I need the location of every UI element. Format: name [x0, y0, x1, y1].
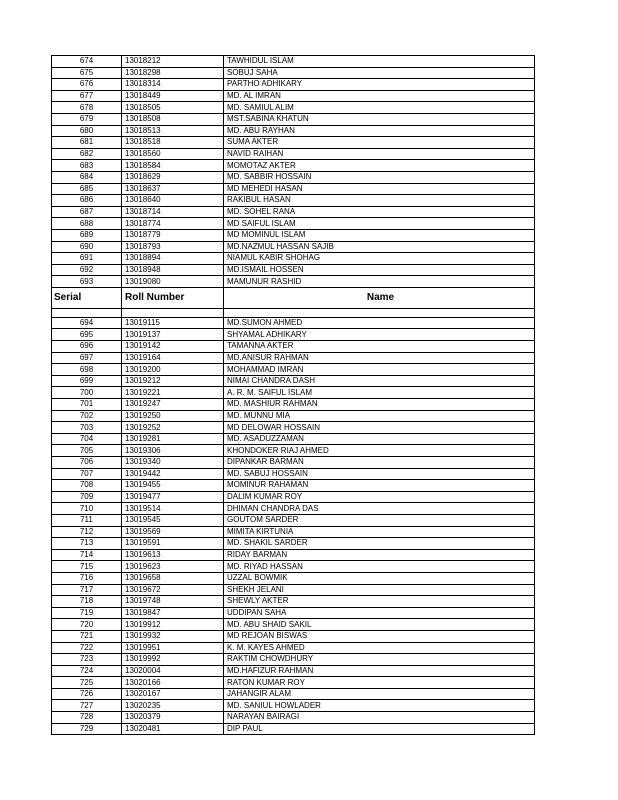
name-cell: MD. MASHIUR RAHMAN — [224, 399, 535, 411]
roll-number-cell: 13018298 — [122, 67, 224, 79]
name-cell: TAMANNA AKTER — [224, 341, 535, 353]
table-row — [52, 584, 535, 596]
roll-number-cell: 13018774 — [122, 218, 224, 230]
name-cell: MD DELOWAR HOSSAIN — [224, 422, 535, 434]
serial-cell: 726 — [52, 688, 122, 700]
serial-cell: 687 — [52, 206, 122, 218]
roll-number-cell: 13019115 — [122, 317, 224, 329]
serial-header: Serial — [52, 287, 122, 308]
name-header: Name — [224, 287, 535, 308]
name-cell: MD. ABU RAYHAN — [224, 125, 535, 137]
serial-cell: 704 — [52, 433, 122, 445]
roll-number-cell: 13018637 — [122, 183, 224, 195]
serial-cell: 691 — [52, 253, 122, 265]
name-cell: NARAYAN BAIRAGI — [224, 712, 535, 724]
name-cell: NIMAI CHANDRA DASH — [224, 375, 535, 387]
serial-cell: 686 — [52, 195, 122, 207]
table-row — [52, 90, 535, 102]
name-cell: MD.ISMAIL HOSSEN — [224, 264, 535, 276]
table-row — [52, 677, 535, 689]
roll-number-cell: 13018560 — [122, 148, 224, 160]
name-cell: MD. RIYAD HASSAN — [224, 561, 535, 573]
roll-number-cell: 13018508 — [122, 113, 224, 125]
roll-number-cell: 13019514 — [122, 503, 224, 515]
serial-cell: 682 — [52, 148, 122, 160]
table-row — [52, 364, 535, 376]
name-cell: MD MEHEDI HASAN — [224, 183, 535, 195]
name-cell: MD. SANIUL HOWLADER — [224, 700, 535, 712]
name-cell: SHYAMAL ADHIKARY — [224, 329, 535, 341]
name-cell: UDDIPAN SAHA — [224, 607, 535, 619]
name-cell: MOMOTAZ AKTER — [224, 160, 535, 172]
serial-cell: 705 — [52, 445, 122, 457]
table-row — [52, 642, 535, 654]
table-row — [52, 137, 535, 149]
serial-cell: 716 — [52, 572, 122, 584]
table-row — [52, 79, 535, 91]
roll-number-cell: 13018629 — [122, 171, 224, 183]
serial-cell: 710 — [52, 503, 122, 515]
name-cell: MD. SAMIUL ALIM — [224, 102, 535, 114]
name-cell: RAKTIM CHOWDHURY — [224, 654, 535, 666]
roll-number-cell: 13018518 — [122, 137, 224, 149]
table-row — [52, 712, 535, 724]
name-cell: MD. SABBIR HOSSAIN — [224, 171, 535, 183]
name-cell: NIAMUL KABIR SHOHAG — [224, 253, 535, 265]
table-row — [52, 688, 535, 700]
name-cell: MD.ANISUR RAHMAN — [224, 352, 535, 364]
roll-number-cell: 13019455 — [122, 480, 224, 492]
roll-number-cell: 13019569 — [122, 526, 224, 538]
serial-cell: 709 — [52, 491, 122, 503]
table-row — [52, 572, 535, 584]
name-cell: UZZAL BOWMIK — [224, 572, 535, 584]
roll-number-cell: 13019142 — [122, 341, 224, 353]
roll-number-cell: 13019306 — [122, 445, 224, 457]
table-row — [52, 491, 535, 503]
name-cell: SHEWLY AKTER — [224, 596, 535, 608]
roll-number-cell: 13019951 — [122, 642, 224, 654]
roll-number-cell: 13019658 — [122, 572, 224, 584]
spacer-cell — [224, 308, 535, 317]
serial-cell: 711 — [52, 514, 122, 526]
name-cell: MD MOMINUL ISLAM — [224, 229, 535, 241]
name-cell: KHONDOKER RIAJ AHMED — [224, 445, 535, 457]
serial-cell: 677 — [52, 90, 122, 102]
roll-number-cell: 13019748 — [122, 596, 224, 608]
table-row — [52, 113, 535, 125]
roll-number-cell: 13020167 — [122, 688, 224, 700]
serial-cell: 719 — [52, 607, 122, 619]
serial-cell: 699 — [52, 375, 122, 387]
name-cell: DIPANKAR BARMAN — [224, 457, 535, 469]
table-row — [52, 276, 535, 288]
table-row — [52, 387, 535, 399]
table-row — [52, 56, 535, 68]
spacer-cell — [122, 308, 224, 317]
roll-number-cell: 13020235 — [122, 700, 224, 712]
serial-cell: 685 — [52, 183, 122, 195]
table-row — [52, 665, 535, 677]
serial-cell: 684 — [52, 171, 122, 183]
name-cell: MD REJOAN BISWAS — [224, 630, 535, 642]
name-cell: RAKIBUL HASAN — [224, 195, 535, 207]
roll-number-cell: 13019250 — [122, 410, 224, 422]
table-row — [52, 630, 535, 642]
table-row — [52, 399, 535, 411]
serial-cell: 694 — [52, 317, 122, 329]
name-cell: MD. ASADUZZAMAN — [224, 433, 535, 445]
serial-cell: 688 — [52, 218, 122, 230]
table-row — [52, 206, 535, 218]
serial-cell: 690 — [52, 241, 122, 253]
roll-number-cell: 13018505 — [122, 102, 224, 114]
name-cell: MD. AL IMRAN — [224, 90, 535, 102]
roll-number-cell: 13018640 — [122, 195, 224, 207]
serial-cell: 724 — [52, 665, 122, 677]
roll-number-cell: 13019247 — [122, 399, 224, 411]
table-row — [52, 700, 535, 712]
table-row — [52, 253, 535, 265]
roll-number-cell: 13019613 — [122, 549, 224, 561]
serial-cell: 721 — [52, 630, 122, 642]
roll-number-cell: 13018584 — [122, 160, 224, 172]
table-row — [52, 723, 535, 735]
table-row — [52, 148, 535, 160]
roll-number-cell: 13019545 — [122, 514, 224, 526]
table-row — [52, 375, 535, 387]
serial-cell: 702 — [52, 410, 122, 422]
serial-cell: 715 — [52, 561, 122, 573]
table-body-top — [52, 56, 535, 288]
roll-number-cell: 13019164 — [122, 352, 224, 364]
table-row — [52, 457, 535, 469]
serial-cell: 713 — [52, 538, 122, 550]
serial-cell: 692 — [52, 264, 122, 276]
roll-number-cell: 13018314 — [122, 79, 224, 91]
roll-number-cell: 13019281 — [122, 433, 224, 445]
serial-cell: 676 — [52, 79, 122, 91]
serial-cell: 728 — [52, 712, 122, 724]
roll-number-cell: 13018513 — [122, 125, 224, 137]
table-row — [52, 160, 535, 172]
roll-number-cell: 13019847 — [122, 607, 224, 619]
serial-cell: 698 — [52, 364, 122, 376]
table-row — [52, 619, 535, 631]
name-cell: DALIM KUMAR ROY — [224, 491, 535, 503]
name-cell: MD.NAZMUL HASSAN SAJIB — [224, 241, 535, 253]
serial-cell: 674 — [52, 56, 122, 68]
name-cell: RIDAY BARMAN — [224, 549, 535, 561]
serial-cell: 712 — [52, 526, 122, 538]
serial-cell: 693 — [52, 276, 122, 288]
table-header-group — [52, 287, 535, 317]
name-cell: MD. SABUJ HOSSAIN — [224, 468, 535, 480]
table-row — [52, 317, 535, 329]
table-row — [52, 480, 535, 492]
serial-cell: 718 — [52, 596, 122, 608]
roll-number-cell: 13019080 — [122, 276, 224, 288]
name-cell: MD. SHAKIL SARDER — [224, 538, 535, 550]
roll-number-cell: 13020481 — [122, 723, 224, 735]
name-cell: A. R. M. SAIFUL ISLAM — [224, 387, 535, 399]
name-cell: TAWHIDUL ISLAM — [224, 56, 535, 68]
roll-number-cell: 13019252 — [122, 422, 224, 434]
serial-cell: 678 — [52, 102, 122, 114]
table-row — [52, 433, 535, 445]
serial-cell: 708 — [52, 480, 122, 492]
serial-cell: 675 — [52, 67, 122, 79]
serial-cell: 727 — [52, 700, 122, 712]
serial-cell: 696 — [52, 341, 122, 353]
roll-number-cell: 13019477 — [122, 491, 224, 503]
table-row — [52, 526, 535, 538]
result-list-table — [51, 55, 535, 735]
serial-cell: 679 — [52, 113, 122, 125]
table-row — [52, 67, 535, 79]
roll-number-cell: 13019221 — [122, 387, 224, 399]
serial-cell: 725 — [52, 677, 122, 689]
name-cell: MIMITA KIRTUNIA — [224, 526, 535, 538]
table-row — [52, 218, 535, 230]
name-cell: MD.SUMON AHMED — [224, 317, 535, 329]
table-row — [52, 422, 535, 434]
table-row — [52, 171, 535, 183]
name-cell: NAVID RAIHAN — [224, 148, 535, 160]
serial-cell: 701 — [52, 399, 122, 411]
roll-number-cell: 13020166 — [122, 677, 224, 689]
table-row — [52, 341, 535, 353]
table-row — [52, 410, 535, 422]
serial-cell: 729 — [52, 723, 122, 735]
roll-number-cell: 13019340 — [122, 457, 224, 469]
serial-cell: 681 — [52, 137, 122, 149]
serial-cell: 700 — [52, 387, 122, 399]
name-cell: PARTHO ADHIKARY — [224, 79, 535, 91]
table-row — [52, 503, 535, 515]
serial-cell: 707 — [52, 468, 122, 480]
roll-number-cell: 13018779 — [122, 229, 224, 241]
serial-cell: 703 — [52, 422, 122, 434]
roll-number-cell: 13019912 — [122, 619, 224, 631]
serial-cell: 697 — [52, 352, 122, 364]
name-cell: DIP PAUL — [224, 723, 535, 735]
name-cell: SHEKH JELANI — [224, 584, 535, 596]
roll-number-cell: 13019672 — [122, 584, 224, 596]
table-row — [52, 241, 535, 253]
roll-number-cell: 13019623 — [122, 561, 224, 573]
serial-cell: 714 — [52, 549, 122, 561]
roll-number-cell: 13018948 — [122, 264, 224, 276]
column-header-row — [52, 287, 535, 308]
roll-number-cell: 13020004 — [122, 665, 224, 677]
roll-number-cell: 13019200 — [122, 364, 224, 376]
table-row — [52, 195, 535, 207]
roll-number-cell: 13018894 — [122, 253, 224, 265]
serial-cell: 683 — [52, 160, 122, 172]
roll-number-cell: 13019932 — [122, 630, 224, 642]
roll-number-cell: 13019442 — [122, 468, 224, 480]
roll-number-cell: 13019591 — [122, 538, 224, 550]
roll-number-cell: 13018449 — [122, 90, 224, 102]
roll-number-cell: 13019212 — [122, 375, 224, 387]
table-row — [52, 264, 535, 276]
table-row — [52, 468, 535, 480]
table-row — [52, 102, 535, 114]
name-cell: MD.HAFIZUR RAHMAN — [224, 665, 535, 677]
name-cell: DHIMAN CHANDRA DAS — [224, 503, 535, 515]
name-cell: MD. SOHEL RANA — [224, 206, 535, 218]
name-cell: MD SAIFUL ISLAM — [224, 218, 535, 230]
table-row — [52, 561, 535, 573]
serial-cell: 722 — [52, 642, 122, 654]
name-cell: MD. ABU SHAID SAKIL — [224, 619, 535, 631]
table-row — [52, 125, 535, 137]
table-row — [52, 352, 535, 364]
name-cell: SOBUJ SAHA — [224, 67, 535, 79]
serial-cell: 723 — [52, 654, 122, 666]
name-cell: MOHAMMAD IMRAN — [224, 364, 535, 376]
table-row — [52, 596, 535, 608]
roll-number-cell: 13019137 — [122, 329, 224, 341]
table-row — [52, 514, 535, 526]
name-cell: K. M. KAYES AHMED — [224, 642, 535, 654]
name-cell: MD. MUNNU MIA — [224, 410, 535, 422]
serial-cell: 717 — [52, 584, 122, 596]
serial-cell: 680 — [52, 125, 122, 137]
serial-cell: 720 — [52, 619, 122, 631]
roll-number-cell: 13018714 — [122, 206, 224, 218]
roll-number-cell: 13020379 — [122, 712, 224, 724]
table-row — [52, 607, 535, 619]
name-cell: MAMUNUR RASHID — [224, 276, 535, 288]
serial-cell: 706 — [52, 457, 122, 469]
serial-cell: 689 — [52, 229, 122, 241]
table-row — [52, 549, 535, 561]
table-row — [52, 329, 535, 341]
name-cell: GOUTOM SARDER — [224, 514, 535, 526]
table-body-bottom — [52, 317, 535, 734]
roll-number-cell: 13018793 — [122, 241, 224, 253]
table-row — [52, 183, 535, 195]
table-row — [52, 229, 535, 241]
spacer-row — [52, 308, 535, 317]
name-cell: SUMA AKTER — [224, 137, 535, 149]
name-cell: MOMINUR RAHAMAN — [224, 480, 535, 492]
name-cell: MST.SABINA KHATUN — [224, 113, 535, 125]
spacer-cell — [52, 308, 122, 317]
table-row — [52, 445, 535, 457]
roll-number-header: Roll Number — [122, 287, 224, 308]
roll-number-cell: 13018212 — [122, 56, 224, 68]
serial-cell: 695 — [52, 329, 122, 341]
name-cell: JAHANGIR ALAM — [224, 688, 535, 700]
name-cell: RATON KUMAR ROY — [224, 677, 535, 689]
table-row — [52, 654, 535, 666]
table-row — [52, 538, 535, 550]
roll-number-cell: 13019992 — [122, 654, 224, 666]
